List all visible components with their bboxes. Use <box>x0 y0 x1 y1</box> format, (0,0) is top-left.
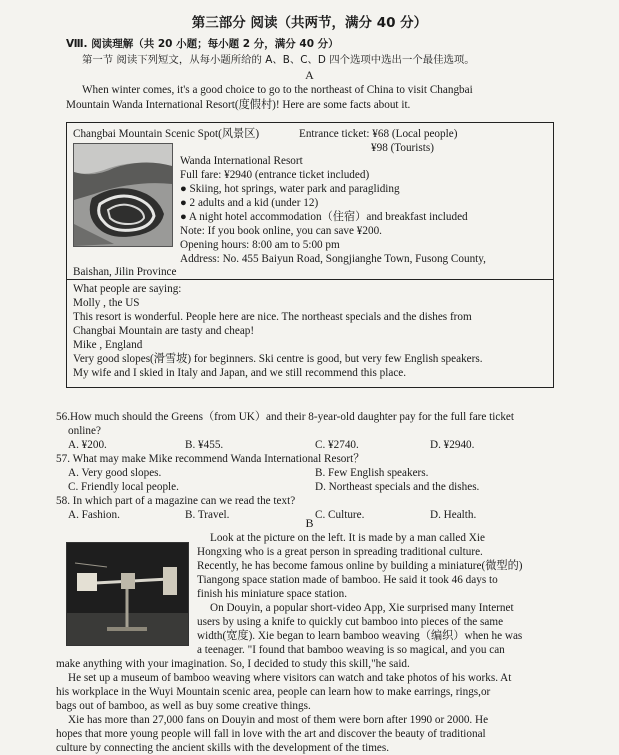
bamboo-model-image <box>67 543 188 645</box>
full-fare: Full fare: ¥2940 (entrance ticket included) <box>180 169 370 181</box>
review-mike-line1: Very good slopes(滑雪坡) for beginners. Ski centre is good, but very few English speakers. <box>73 353 483 365</box>
passage-b-line-13: bags out of bamboo, as well as buy some creative things. <box>56 700 311 712</box>
review-mike-line2: My wife and I skied in Italy and Japan, and we still recommend this place. <box>73 367 407 379</box>
instruction-text: 第一节 阅读下列短文，从每小题所给的 A、B、C、D 四个选项中选出一个最佳选项。 <box>82 54 475 66</box>
question-57-stem: 57. What may make Mike recommend Wanda International Resort？ <box>56 453 365 465</box>
feature-bullet-3: ● A night hotel accommodation（住宿）and breakfast included <box>180 211 468 223</box>
q58-option-a[interactable]: A. Fashion. <box>68 509 120 521</box>
address-line2: Baishan, Jilin Province <box>73 266 177 278</box>
q58-option-d[interactable]: D. Health. <box>430 509 477 521</box>
resort-photo-image <box>74 144 172 246</box>
passage-b-line-5: finish his miniature space station. <box>197 588 348 600</box>
address-line1: Address: No. 455 Baiyun Road, Songjianghe Town, Fusong County, <box>180 253 486 265</box>
passage-b-line-14: Xie has more than 27,000 fans on Douyin and most of them were born after 1990 or 2000. He <box>68 714 489 726</box>
review-molly-line2: Changbai Mountain are tasty and cheap! <box>73 325 255 337</box>
sayings-title: What people are saying: <box>73 283 182 295</box>
review-molly-line1: This resort is wonderful. People here are nice. The northeast specials and the dishes from <box>73 311 472 323</box>
reviewer-molly: Molly , the US <box>73 297 140 309</box>
ticket-price-local: Entrance ticket: ¥68 (Local people) <box>299 128 458 140</box>
passage-a-label: A <box>305 68 314 82</box>
section-title: 第三部分 阅读（共两节，满分 40 分） <box>191 15 428 31</box>
resort-info-box <box>66 122 554 388</box>
feature-bullet-2: ● 2 adults and a kid (under 12) <box>180 197 319 209</box>
resort-aerial-photo <box>73 143 173 247</box>
q56-option-d[interactable]: D. ¥2940. <box>430 439 475 451</box>
passage-b-line-12: his workplace in the Wuyi Mountain scenic area, people can learn how to make earrings, rings,or <box>56 686 491 698</box>
section-heading: Ⅷ. 阅读理解（共 20 小题；每小题 2 分，满分 40 分） <box>66 38 339 50</box>
q56-option-c[interactable]: C. ¥2740. <box>315 439 359 451</box>
q57-option-d[interactable]: D. Northeast specials and the dishes. <box>315 481 480 493</box>
q57-option-c[interactable]: C. Friendly local people. <box>68 481 179 493</box>
passage-a-intro-line1: When winter comes, it's a good choice to go to the northeast of China to visit Changbai <box>82 84 473 96</box>
passage-a-intro-line2: Mountain Wanda International Resort(度假村)! Here are some facts about it. <box>66 99 411 111</box>
passage-b-line-2: Hongxing who is a great person in spreading traditional culture. <box>197 546 483 558</box>
passage-b-line-7: users by using a knife to quickly cut bamboo into pieces of the same <box>197 616 504 628</box>
q56-option-b[interactable]: B. ¥455. <box>185 439 224 451</box>
question-58-stem: 58. In which part of a magazine can we read the text? <box>56 495 296 507</box>
passage-b-line-16: culture by connecting the ancient skills with the development of the times. <box>56 742 390 754</box>
opening-hours: Opening hours: 8:00 am to 5:00 pm <box>180 239 340 251</box>
passage-b-line-11: He set up a museum of bamboo weaving where visitors can watch and take photos of his works. At <box>68 672 512 684</box>
q56-option-a[interactable]: A. ¥200. <box>68 439 107 451</box>
q57-option-b[interactable]: B. Few English speakers. <box>315 467 429 479</box>
question-56-stem-line2: online? <box>68 425 101 437</box>
q58-option-b[interactable]: B. Travel. <box>185 509 230 521</box>
box-divider <box>67 279 553 280</box>
passage-b-line-3: Recently, he has become famous online by building a miniature(微型的) <box>197 560 523 572</box>
feature-bullet-1: ● Skiing, hot springs, water park and paragliding <box>180 183 400 195</box>
q57-option-a[interactable]: A. Very good slopes. <box>68 467 162 479</box>
reviewer-mike: Mike , England <box>73 339 143 351</box>
passage-b-line-4: Tiangong space station made of bamboo. He said it took 46 days to <box>197 574 498 586</box>
passage-b-line-8: width(宽度). Xie began to learn bamboo weaving（编织）when he was <box>197 630 523 642</box>
passage-b-label: B <box>305 516 314 530</box>
passage-b-line-6: On Douyin, a popular short-video App, Xie surprised many Internet <box>210 602 514 614</box>
resort-name: Wanda International Resort <box>180 155 303 167</box>
bamboo-space-station-photo <box>66 542 189 646</box>
online-note: Note: If you book online, you can save ¥200. <box>180 225 382 237</box>
q58-option-c[interactable]: C. Culture. <box>315 509 365 521</box>
ticket-price-tourist: ¥98 (Tourists) <box>371 142 434 154</box>
passage-b-line-10: make anything with your imagination. So, I decided to study this skill,"he said. <box>56 658 410 670</box>
passage-b-line-9: a teenager. "I found that bamboo weaving is so magical, and you can <box>197 644 505 656</box>
question-56-stem-line1: 56.How much should the Greens（from UK）and their 8-year-old daughter pay for the full fare ticket <box>56 411 515 423</box>
scenic-spot-label: Changbai Mountain Scenic Spot(风景区) <box>73 128 260 140</box>
passage-b-line-1: Look at the picture on the left. It is made by a man called Xie <box>210 532 485 544</box>
passage-b-line-15: hopes that more young people will fall in love with the art and discover the beauty of traditional <box>56 728 486 740</box>
